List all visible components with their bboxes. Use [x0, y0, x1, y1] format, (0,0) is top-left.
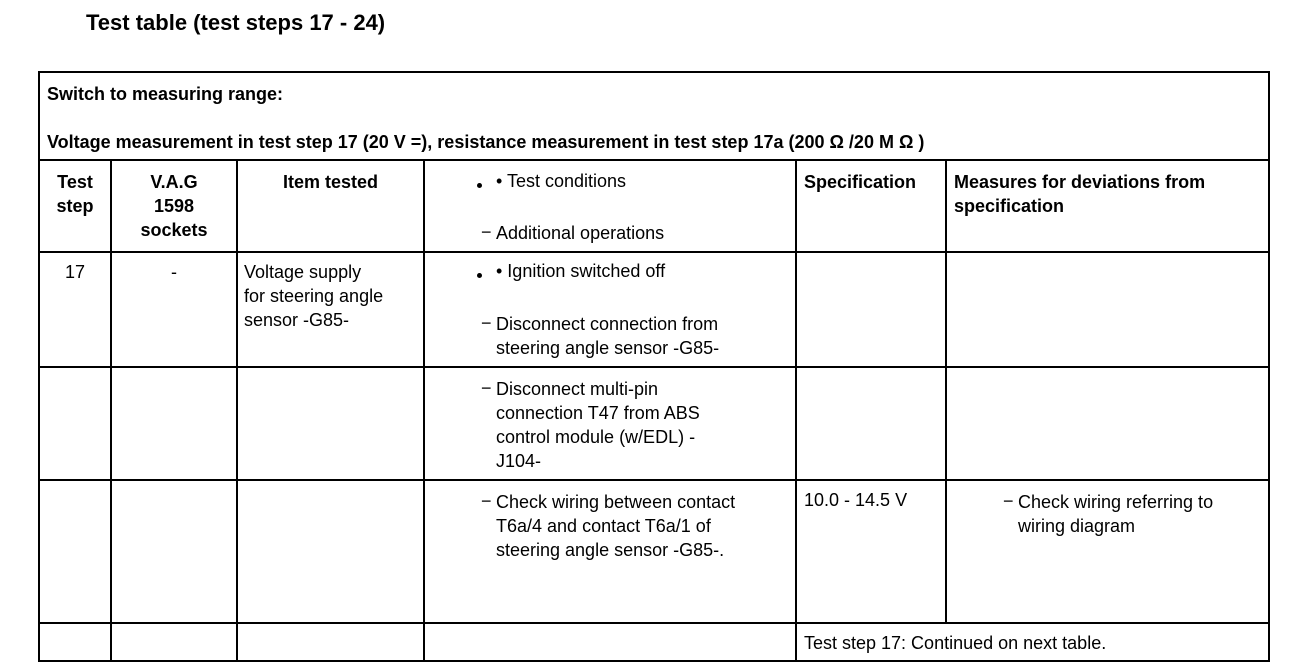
- header-line: V.A.G: [150, 172, 198, 192]
- dash-icon: −: [1003, 491, 1014, 511]
- vag-socket-value: -: [171, 262, 177, 282]
- measuring-range-text: Voltage measurement in test step 17 (20 V =), resistance measurement in test step 17a (200 Ω /20 M Ω ): [47, 132, 925, 152]
- bullet-icon: [477, 183, 482, 188]
- operation-line: connection T47 from ABS: [496, 403, 700, 423]
- header-line: step: [56, 196, 94, 216]
- measure-line: wiring diagram: [1018, 516, 1136, 536]
- operation-line: T6a/4 and contact T6a/1 of: [496, 516, 711, 536]
- item-tested-line: Voltage supply: [244, 262, 362, 282]
- header-line: specification: [954, 196, 1065, 216]
- item-tested-line: for steering angle: [244, 286, 384, 306]
- specification-value: 10.0 - 14.5 V: [804, 490, 908, 510]
- table-rule: [945, 160, 947, 623]
- page-title: Test table (test steps 17 - 24): [86, 10, 386, 35]
- measure-line: Check wiring referring to: [1018, 492, 1214, 512]
- table-rule: [39, 251, 1269, 253]
- table-rule: [39, 366, 1269, 368]
- table-rule: [39, 622, 1269, 624]
- table-rule: [236, 160, 238, 661]
- operation-line: steering angle sensor -G85-.: [496, 540, 725, 560]
- operation-line: Disconnect multi-pin: [496, 379, 659, 399]
- operation-line: Check wiring between contact: [496, 492, 736, 512]
- column-header-item-tested: Item tested: [282, 172, 379, 192]
- bullet-icon: [477, 273, 482, 278]
- operation-line: steering angle sensor -G85-: [496, 338, 720, 358]
- item-tested-line: sensor -G85-: [244, 310, 350, 330]
- column-header-test-conditions: • Test conditions: [496, 171, 627, 191]
- header-line: Test: [57, 172, 93, 192]
- dash-icon: −: [481, 378, 492, 398]
- header-line: 1598: [153, 196, 195, 216]
- table-rule: [795, 160, 797, 661]
- column-header-additional-operations: Additional operations: [496, 223, 665, 243]
- dash-icon: −: [481, 222, 492, 242]
- operation-line: J104-: [496, 451, 542, 471]
- table-rule: [39, 479, 1269, 481]
- test-condition: • Ignition switched off: [496, 261, 666, 281]
- header-line: Measures for deviations from: [954, 172, 1206, 192]
- table-rule: [423, 160, 425, 661]
- header-line: sockets: [140, 220, 208, 240]
- column-header-specification: Specification: [804, 172, 917, 192]
- measuring-range-label: Switch to measuring range:: [47, 84, 284, 104]
- table-rule: [39, 159, 1269, 161]
- operation-line: Disconnect connection from: [496, 314, 719, 334]
- test-step-value: 17: [64, 262, 86, 282]
- dash-icon: −: [481, 313, 492, 333]
- continuation-note: Test step 17: Continued on next table.: [804, 633, 1107, 653]
- dash-icon: −: [481, 491, 492, 511]
- operation-line: control module (w/EDL) -: [496, 427, 696, 447]
